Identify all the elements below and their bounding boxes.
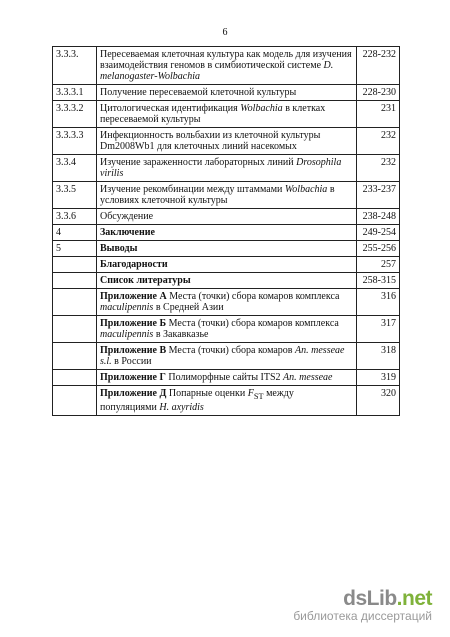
title-fragment: H. axyridis [159, 402, 204, 413]
section-title [97, 85, 357, 101]
section-title [97, 343, 357, 370]
section-number: 5 [53, 241, 97, 257]
title-fragment: между популяциями [100, 388, 294, 413]
section-title [97, 47, 357, 85]
title-fragment: в условиях клеточной культуры [100, 184, 335, 206]
section-number: 3.3.6 [53, 209, 97, 225]
page-range: 232 [357, 128, 400, 155]
title-fragment: Получение пересеваемой клеточной культуры [100, 87, 297, 98]
title-fragment: ST [253, 392, 264, 401]
section-title [97, 273, 357, 289]
table-row [53, 209, 400, 225]
page-range: 257 [357, 257, 400, 273]
title-fragment: Места (точки) сбора комаров комплекса [166, 291, 340, 302]
title-fragment: Благодарности [100, 259, 168, 270]
section-number [53, 289, 97, 316]
title-fragment: в клетках пересеваемой культуры [100, 103, 326, 125]
section-title [97, 316, 357, 343]
title-fragment: An. messeae [283, 372, 333, 383]
title-fragment: Изучение зараженности лабораторных линий [100, 157, 297, 168]
section-number: 3.3.4 [53, 155, 97, 182]
title-fragment: Пересеваемая клеточная культура как модель для изучения взаимодействия геномов в симбиотической системе [100, 49, 352, 71]
page-range: 318 [357, 343, 400, 370]
section-number [53, 316, 97, 343]
title-fragment: F [247, 388, 254, 399]
section-number: 3.3.3.2 [53, 101, 97, 128]
section-number [53, 370, 97, 386]
title-fragment: D. melanogaster-Wolbachia [100, 60, 334, 82]
section-title [97, 155, 357, 182]
table-row [53, 128, 400, 155]
page-range: 233-237 [357, 182, 400, 209]
page-range: 317 [357, 316, 400, 343]
page-range: 316 [357, 289, 400, 316]
title-fragment: Приложение Б [100, 318, 167, 329]
watermark-logo [293, 587, 432, 611]
page-range: 320 [357, 386, 400, 416]
title-fragment: Заключение [100, 227, 155, 238]
title-fragment: в Закавказье [153, 329, 209, 340]
title-fragment: Места (точки) сбора комаров комплекса [166, 318, 339, 329]
watermark-logo-right: .net [396, 587, 432, 610]
section-title [97, 209, 357, 225]
page-range: 228-230 [357, 85, 400, 101]
watermark-subtitle: библиотека диссертаций [293, 609, 432, 623]
section-number: 3.3.3.1 [53, 85, 97, 101]
title-fragment: Wolbachia [284, 184, 328, 195]
section-title [97, 128, 357, 155]
table-row [53, 85, 400, 101]
page-range: 232 [357, 155, 400, 182]
title-fragment: maculipennis [100, 302, 154, 313]
page-number: 6 [222, 27, 228, 38]
title-fragment: Приложение В [100, 345, 167, 356]
table-row [53, 241, 400, 257]
section-title [97, 386, 357, 416]
table-row [53, 386, 400, 416]
title-fragment: Цитологическая идентификация [100, 103, 241, 114]
section-number: 3.3.5 [53, 182, 97, 209]
watermark-logo-left: dsLib [343, 587, 397, 610]
page-range: 238-248 [357, 209, 400, 225]
section-title [97, 225, 357, 241]
section-title [97, 241, 357, 257]
title-fragment: Полиморфные сайты ITS2 [165, 372, 284, 383]
table-row [53, 225, 400, 241]
table-row [53, 101, 400, 128]
title-fragment: Приложение Г [100, 372, 166, 383]
page-range: 228-232 [357, 47, 400, 85]
table-row [53, 289, 400, 316]
table-row [53, 343, 400, 370]
table-row [53, 316, 400, 343]
section-number [53, 343, 97, 370]
section-number: 3.3.3.3 [53, 128, 97, 155]
section-number: 3.3.3. [53, 47, 97, 85]
title-fragment: в Средней Азии [153, 302, 224, 313]
section-title [97, 370, 357, 386]
table-of-contents [52, 46, 400, 416]
title-fragment: Список литературы [100, 275, 191, 286]
title-fragment: Drosophila virilis [100, 157, 342, 179]
table-row [53, 155, 400, 182]
section-title [97, 101, 357, 128]
section-number [53, 386, 97, 416]
section-title [97, 182, 357, 209]
title-fragment: Места (точки) сбора комаров [166, 345, 296, 356]
title-fragment: An. messeae s.l. [100, 345, 345, 367]
toc-body [53, 47, 400, 416]
watermark [293, 587, 432, 623]
table-row [53, 370, 400, 386]
section-number: 4 [53, 225, 97, 241]
page-range: 258-315 [357, 273, 400, 289]
section-number [53, 273, 97, 289]
section-number [53, 257, 97, 273]
table-row [53, 47, 400, 85]
title-fragment: Выводы [100, 243, 138, 254]
page-range: 249-254 [357, 225, 400, 241]
title-fragment: maculipennis [100, 329, 154, 340]
title-fragment: Wolbachia [240, 103, 283, 114]
section-title [97, 289, 357, 316]
title-fragment: Попарные оценки [166, 388, 248, 399]
title-fragment: Обсуждение [100, 211, 154, 222]
title-fragment: в России [111, 356, 152, 367]
table-row [53, 182, 400, 209]
table-row [53, 273, 400, 289]
title-fragment: Инфекционность вольбахии из клеточной культуры Dm2008Wb1 для клеточных линий насекомых [100, 130, 321, 152]
table-row [53, 257, 400, 273]
page-range: 319 [357, 370, 400, 386]
page-range: 255-256 [357, 241, 400, 257]
section-title [97, 257, 357, 273]
page-range: 231 [357, 101, 400, 128]
title-fragment: Изучение рекомбинации между штаммами [100, 184, 285, 195]
title-fragment: Приложение А [100, 291, 167, 302]
title-fragment: Приложение Д [100, 388, 167, 399]
